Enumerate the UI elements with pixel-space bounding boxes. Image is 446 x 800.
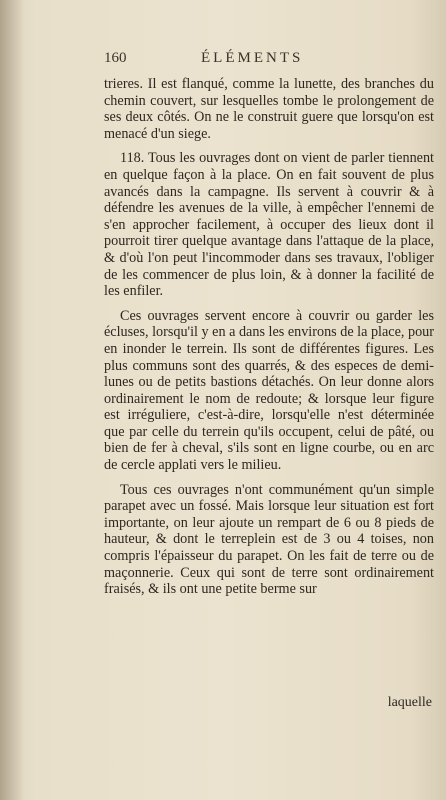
paragraph-4: Tous ces ouvrages n'ont communément qu'un simple parapet avec un fossé. Mais lorsque leur situation est fort importante, on leur ajoute un rempart de 6 ou 8 pieds de hauteur, & dont le terreplein est de 3 ou 4 toises, non compris l'épaisseur du parapet. On les fait de terre ou de maçonnerie. Ceux qui sont de terre sont ordinairement fraisés, & ils ont une petite berme sur bbox=[104, 481, 434, 598]
running-head: ÉLÉMENTS bbox=[201, 50, 304, 66]
page-header bbox=[104, 50, 434, 70]
gutter-shadow bbox=[0, 0, 24, 800]
body-text bbox=[104, 76, 434, 606]
paragraph-2: 118. Tous les ouvrages dont on vient de parler tiennent en quelque façon à la place. On en fait souvent de plus avancés dans la campagne. Ils servent à couvrir & à défendre les avenues de la ville, à empêcher l'ennemi de s'en approcher facilement, à occuper des lieux dont il pourroit tirer quelque avantage dans l'attaque de la place, & d'où l'on peut l'incommoder dans ses travaux, l'obliger de les commencer de plus loin, & à donner la facilité de les enfiler. bbox=[104, 150, 434, 300]
catchword: laquelle bbox=[387, 695, 432, 710]
paragraph-3: Ces ouvrages servent encore à couvrir ou garder les écluses, lorsqu'il y en a dans les environs de la place, pour en inonder le terrein. Ils sont de différentes figures. Les plus communs sont des quarrés, & des especes de demi-lunes ou de petits bastions détachés. On leur donne alors ordinairement le nom de redoute; & lorsque leur figure est irréguliere, c'est-à-dire, lorsqu'elle n'est déterminée que par celle du terrein qu'ils occupent, celui de pâté, ou bien de fer à cheval, s'ils sont en ligne courbe, ou en arc de cercle applati vers le milieu. bbox=[104, 307, 434, 474]
page-number: 160 bbox=[104, 50, 127, 66]
paragraph-1: trieres. Il est flanqué, comme la lunette, des branches du chemin couvert, sur lesquelles tombe le prolongement de ses deux côtés. On ne le construit guere que lorsqu'on est menacé d'un siege. bbox=[104, 76, 434, 142]
